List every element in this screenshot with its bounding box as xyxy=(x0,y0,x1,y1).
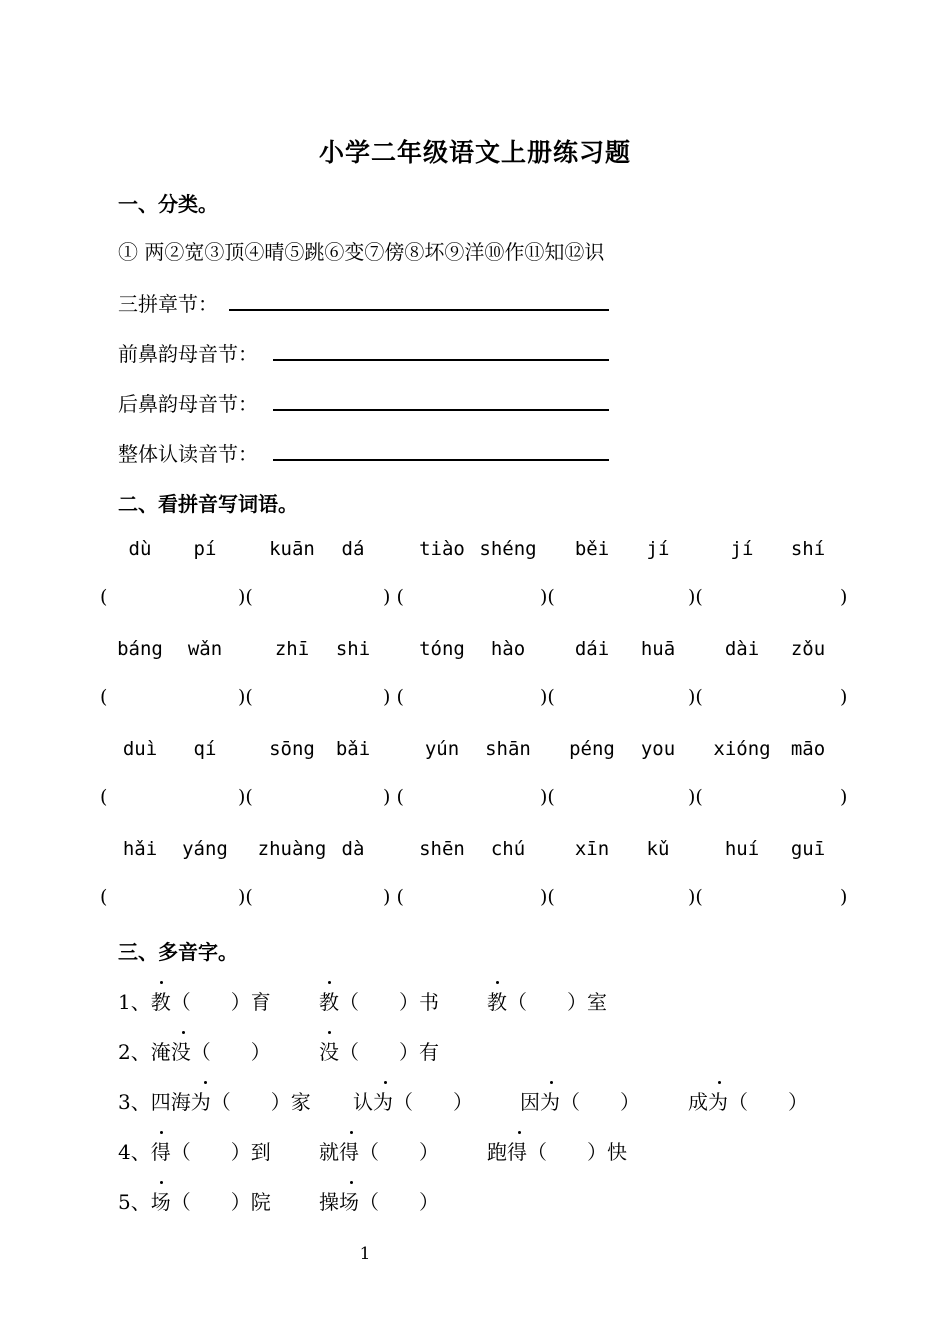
emphasis-dot xyxy=(350,1131,353,1134)
pinyin-syllable: dà xyxy=(341,838,365,860)
emphasis-dot xyxy=(384,1081,387,1084)
pinyin-syllable: huā xyxy=(640,638,676,660)
pinyin-syllable: yún xyxy=(424,738,460,760)
classify-label-3: 后鼻韵母音节： xyxy=(118,392,258,416)
emphasis-dot xyxy=(550,1081,553,1084)
emphasis-dot xyxy=(160,981,163,984)
pinyin-syllable: huí xyxy=(724,838,760,860)
answer-bracket[interactable]: ( xyxy=(100,886,108,908)
emphasis-dot xyxy=(160,1131,163,1134)
emphasis-dot xyxy=(182,1031,185,1034)
answer-bracket[interactable]: )( xyxy=(238,586,253,608)
polyphone-3d: 成为（ ） xyxy=(688,1090,808,1114)
pinyin-syllable: shéng xyxy=(479,538,537,560)
pinyin-syllable: shi xyxy=(335,638,371,660)
polyphone-4c: 跑得（ ）快 xyxy=(487,1140,627,1164)
answer-bracket[interactable]: )( xyxy=(688,686,703,708)
pinyin-syllable: zhuàng xyxy=(257,838,327,860)
pinyin-syllable: kuān xyxy=(269,538,315,560)
pinyin-syllable: tóng xyxy=(419,638,465,660)
page-title: 小学二年级语文上册练习题 xyxy=(318,138,631,167)
pinyin-syllable: jí xyxy=(646,538,670,560)
answer-bracket[interactable]: ( xyxy=(100,786,108,808)
answer-bracket[interactable]: )( xyxy=(688,886,703,908)
pinyin-syllable: dá xyxy=(341,538,365,560)
polyphone-1a: 1、教（ ）育 xyxy=(118,990,271,1014)
emphasis-dot xyxy=(328,1031,331,1034)
answer-bracket[interactable]: ) xyxy=(840,786,848,808)
emphasis-dot xyxy=(160,1181,163,1184)
answer-bracket[interactable]: ) xyxy=(840,686,848,708)
pinyin-syllable: kǔ xyxy=(646,838,670,860)
answer-bracket[interactable]: )( xyxy=(540,586,555,608)
answer-bracket[interactable]: )( xyxy=(238,686,253,708)
pinyin-syllable: xióng xyxy=(713,738,771,760)
pinyin-syllable: chú xyxy=(490,838,526,860)
pinyin-syllable: dù xyxy=(128,538,152,560)
polyphone-3c: 因为（ ） xyxy=(520,1090,640,1114)
pinyin-syllable: guī xyxy=(790,838,826,860)
answer-bracket[interactable]: )( xyxy=(540,686,555,708)
answer-bracket[interactable]: )( xyxy=(688,586,703,608)
answer-line-4[interactable] xyxy=(273,459,609,461)
pinyin-syllable: zhī xyxy=(274,638,310,660)
answer-line-2[interactable] xyxy=(273,359,609,361)
answer-bracket[interactable]: )( xyxy=(540,886,555,908)
pinyin-syllable: báng xyxy=(117,638,163,660)
polyphone-2a: 2、淹没（ ） xyxy=(118,1040,271,1064)
page-number: 1 xyxy=(359,1244,371,1264)
pinyin-syllable: yáng xyxy=(182,838,228,860)
polyphone-3b: 认为（ ） xyxy=(353,1090,473,1114)
polyphone-5a: 5、场（ ）院 xyxy=(118,1190,271,1214)
answer-bracket[interactable]: ) ( xyxy=(383,686,404,708)
emphasis-dot xyxy=(496,981,499,984)
answer-bracket[interactable]: )( xyxy=(688,786,703,808)
pinyin-syllable: jí xyxy=(730,538,754,560)
answer-bracket[interactable]: ) xyxy=(840,586,848,608)
pinyin-syllable: qí xyxy=(193,738,217,760)
pinyin-syllable: běi xyxy=(574,538,610,560)
answer-bracket[interactable]: )( xyxy=(540,786,555,808)
pinyin-syllable: wǎn xyxy=(187,638,223,660)
answer-bracket[interactable]: )( xyxy=(238,786,253,808)
pinyin-syllable: tiào xyxy=(419,538,465,560)
polyphone-1b: 教（ ）书 xyxy=(319,990,439,1014)
pinyin-syllable: you xyxy=(640,738,676,760)
pinyin-syllable: dái xyxy=(574,638,610,660)
answer-bracket[interactable]: )( xyxy=(238,886,253,908)
pinyin-syllable: shēn xyxy=(419,838,465,860)
classify-label-1: 三拼章节： xyxy=(118,292,218,316)
pinyin-syllable: māo xyxy=(790,738,826,760)
emphasis-dot xyxy=(350,1181,353,1184)
answer-bracket[interactable]: ) xyxy=(840,886,848,908)
classify-label-4: 整体认读音节： xyxy=(118,442,258,466)
answer-bracket[interactable]: ) ( xyxy=(383,786,404,808)
answer-bracket[interactable]: ) ( xyxy=(383,886,404,908)
pinyin-syllable: bǎi xyxy=(335,738,371,760)
polyphone-2b: 没（ ）有 xyxy=(319,1040,439,1064)
pinyin-syllable: hǎi xyxy=(122,838,158,860)
answer-bracket[interactable]: ( xyxy=(100,586,108,608)
answer-bracket[interactable]: ) ( xyxy=(383,586,404,608)
emphasis-dot xyxy=(718,1081,721,1084)
polyphone-4b: 就得（ ） xyxy=(319,1140,439,1164)
section-2-heading: 二、看拼音写词语。 xyxy=(118,492,298,516)
emphasis-dot xyxy=(204,1081,207,1084)
polyphone-1c: 教（ ）室 xyxy=(487,990,607,1014)
answer-line-3[interactable] xyxy=(273,409,609,411)
pinyin-syllable: shān xyxy=(485,738,531,760)
emphasis-dot xyxy=(518,1131,521,1134)
pinyin-syllable: duì xyxy=(122,738,158,760)
pinyin-syllable: dài xyxy=(724,638,760,660)
pinyin-syllable: xīn xyxy=(574,838,610,860)
answer-line-1[interactable] xyxy=(229,309,609,311)
pinyin-syllable: zǒu xyxy=(790,638,826,660)
answer-bracket[interactable]: ( xyxy=(100,686,108,708)
section-3-heading: 三、多音字。 xyxy=(118,940,238,964)
pinyin-syllable: sōng xyxy=(269,738,315,760)
polyphone-5b: 操场（ ） xyxy=(319,1190,439,1214)
section-1-items: ① 两②宽③顶④晴⑤跳⑥变⑦傍⑧坏⑨洋⑩作⑪知⑫识 xyxy=(118,240,605,264)
polyphone-4a: 4、得（ ）到 xyxy=(118,1140,271,1164)
section-1-heading: 一、分类。 xyxy=(118,192,218,216)
pinyin-syllable: hào xyxy=(490,638,526,660)
polyphone-3a: 3、四海为（ ）家 xyxy=(118,1090,311,1114)
pinyin-syllable: shí xyxy=(790,538,826,560)
pinyin-syllable: pí xyxy=(193,538,217,560)
classify-label-2: 前鼻韵母音节： xyxy=(118,342,258,366)
pinyin-syllable: péng xyxy=(569,738,615,760)
emphasis-dot xyxy=(328,981,331,984)
